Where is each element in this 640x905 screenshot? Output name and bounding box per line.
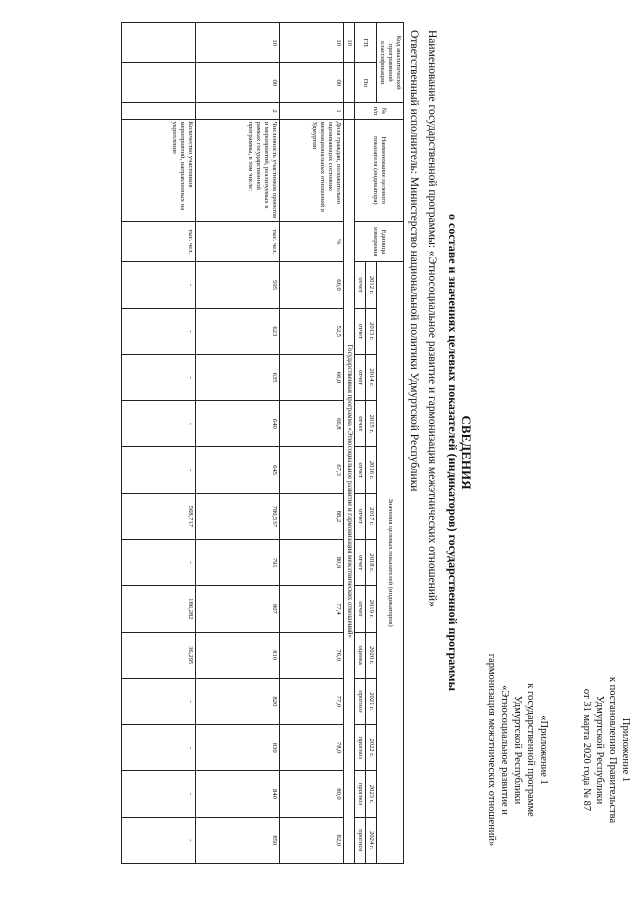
cell-value: 80,9	[280, 540, 344, 586]
cell-value: 623	[196, 308, 280, 354]
header-year: 2014 г.	[366, 354, 377, 400]
cell-pp: 00	[196, 63, 280, 103]
cell-value: 66,8	[280, 401, 344, 447]
header-values: Значения целевых показателей (индикаторов)	[377, 262, 404, 864]
cell-indicator-name: Доля граждан, положительно оценивающих состояние межнациональных отношений в Удмуртии	[280, 119, 344, 222]
header-indicator-name: Наименование целевого показателя (индикатора)	[355, 119, 404, 222]
annex-line: к государственной программе	[525, 683, 536, 817]
document-title: СВЕДЕНИЯ	[459, 415, 474, 490]
header-code: Код аналитической программной классификации	[377, 23, 404, 103]
section-code: 10	[344, 23, 355, 63]
annex-line: гармонизация межэтнических отношений»	[486, 653, 497, 847]
header-status: прогноз	[355, 817, 366, 863]
cell-value: -	[122, 308, 196, 354]
cell-value: 186,282	[122, 586, 196, 632]
cell-value: 77,4	[280, 586, 344, 632]
header-status: отчет	[355, 354, 366, 400]
cell-value: -	[122, 262, 196, 308]
annex-line: «Приложение 1	[538, 715, 549, 785]
header-year: 2019 г.	[366, 586, 377, 632]
annex-line: Удмуртской Республики	[512, 695, 523, 805]
cell-unit: тыс. чел.	[196, 222, 280, 262]
cell-value: 88,2	[280, 493, 344, 539]
annex-line: к постановлению Правительства	[607, 676, 618, 824]
cell-unit: %	[280, 222, 344, 262]
cell-value: 840	[196, 771, 280, 817]
header-year: 2013 г.	[366, 308, 377, 354]
cell-value: -	[122, 771, 196, 817]
annex-line: Удмуртской Республики	[594, 695, 605, 805]
header-status: оценка	[355, 632, 366, 678]
empty-cell	[344, 103, 355, 119]
cell-value: 640	[196, 401, 280, 447]
cell-unit: тыс. чел.	[122, 222, 196, 262]
cell-number	[122, 103, 196, 119]
header-pp: Пп	[355, 63, 377, 103]
indicators-table	[121, 22, 404, 864]
header-year: 2018 г.	[366, 540, 377, 586]
cell-value: 635	[196, 354, 280, 400]
section-row	[344, 23, 355, 864]
cell-indicator-name: Численность участников проектов и мероприятий, реализуемых в рамках государственной программы, в том числе:	[196, 119, 280, 222]
cell-value: -	[122, 354, 196, 400]
responsible-executor: Ответственный исполнитель: Министерство национальной политики Удмуртской Республики	[408, 30, 420, 492]
cell-value: -	[122, 401, 196, 447]
cell-value: -	[122, 817, 196, 863]
cell-value: 820	[196, 678, 280, 724]
cell-value: 780,537	[196, 493, 280, 539]
cell-value: 850	[196, 817, 280, 863]
annex-decree-reference	[580, 620, 632, 880]
cell-value: 78,0	[280, 725, 344, 771]
cell-value: 568,717	[122, 493, 196, 539]
cell-value: 595	[196, 262, 280, 308]
cell-value: 67,3	[280, 447, 344, 493]
cell-value: 810	[196, 632, 280, 678]
cell-value: -	[122, 447, 196, 493]
cell-value: 76,0	[280, 632, 344, 678]
header-year: 2015 г.	[366, 401, 377, 447]
cell-pp	[122, 63, 196, 103]
header-status: прогноз	[355, 678, 366, 724]
annex-line: «Этносоциальное развитие и	[499, 685, 510, 815]
cell-value: -	[122, 540, 196, 586]
header-year: 2022 г.	[366, 725, 377, 771]
header-year: 2024 г.	[366, 817, 377, 863]
cell-value: 77,0	[280, 678, 344, 724]
header-status: отчет	[355, 401, 366, 447]
cell-value: 80,0	[280, 771, 344, 817]
annex-program-reference	[485, 620, 550, 880]
cell-value: -	[122, 678, 196, 724]
header-status: отчет	[355, 262, 366, 308]
cell-value: 645	[196, 447, 280, 493]
header-status: отчет	[355, 586, 366, 632]
header-year: 2012 г.	[366, 262, 377, 308]
document-subtitle: о составе и значениях целевых показателей (индикаторов) государственной программы	[446, 214, 460, 691]
cell-indicator-name: Количество участников мероприятий, направленных на укрепление	[122, 119, 196, 222]
header-status: отчет	[355, 308, 366, 354]
cell-gp	[122, 23, 196, 63]
header-status: прогноз	[355, 725, 366, 771]
cell-value: 66,0	[280, 262, 344, 308]
empty-cell	[344, 63, 355, 103]
cell-value: -	[122, 725, 196, 771]
cell-pp: 00	[280, 63, 344, 103]
cell-value: 52,5	[280, 308, 344, 354]
table-row	[196, 23, 280, 864]
annex-line: Приложение 1	[620, 717, 631, 783]
header-gp: ГП	[355, 23, 377, 63]
cell-number: 2	[196, 103, 280, 119]
header-year: 2021 г.	[366, 678, 377, 724]
header-year: 2023 г.	[366, 771, 377, 817]
header-unit: Единица измерения	[355, 222, 404, 262]
cell-value: 807	[196, 586, 280, 632]
header-status: отчет	[355, 493, 366, 539]
cell-number: 1	[280, 103, 344, 119]
header-status: отчет	[355, 447, 366, 493]
cell-value: 66,0	[280, 354, 344, 400]
header-year: 2020 г.	[366, 632, 377, 678]
header-status: отчет	[355, 540, 366, 586]
cell-value: 82,0	[280, 817, 344, 863]
section-label: Государственная программа «Этносоциальное развитие и гармонизация межэтнических отношений»	[344, 119, 355, 863]
header-status: прогноз	[355, 771, 366, 817]
program-name: Наименование государственной программы: «Этносоциальное развитие и гармонизация межэтнических отношений»	[426, 30, 438, 607]
cell-value: 830	[196, 725, 280, 771]
table-row	[280, 23, 344, 864]
cell-value: 791	[196, 540, 280, 586]
cell-gp: 10	[280, 23, 344, 63]
cell-value: 36,295	[122, 632, 196, 678]
annex-line: от 31 марта 2020 года № 87	[581, 688, 592, 812]
header-year: 2016 г.	[366, 447, 377, 493]
header-number: № п/п	[355, 103, 404, 119]
cell-gp: 10	[196, 23, 280, 63]
header-year: 2017 г.	[366, 493, 377, 539]
table-row	[122, 23, 196, 864]
